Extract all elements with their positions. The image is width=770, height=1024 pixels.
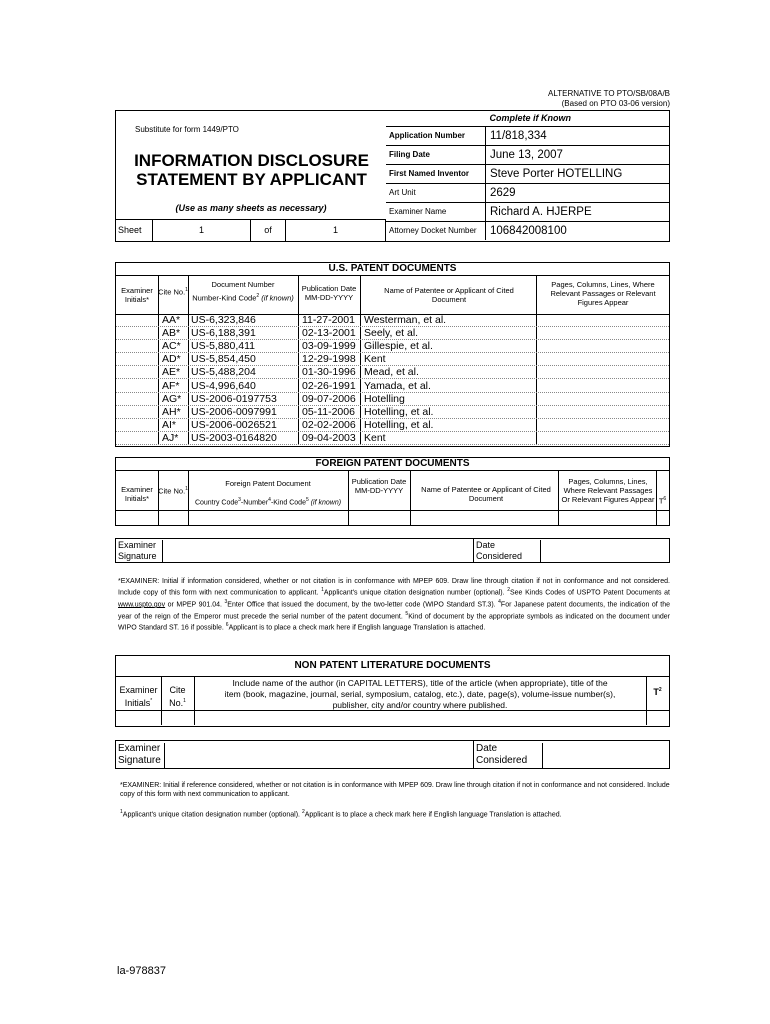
uspto-link[interactable]: www.uspto.gov xyxy=(118,601,166,609)
patentee-cell: Kent xyxy=(364,431,386,444)
substitute-label: Substitute for form 1449/PTO xyxy=(135,125,239,134)
document-number-cell: US-2006-0026521 xyxy=(191,418,277,431)
patentee-cell: Gillespie, et al. xyxy=(364,340,433,353)
signature-box-1 xyxy=(115,538,670,563)
sheet-row xyxy=(116,219,386,241)
npl-col-examiner: Examiner Initials* xyxy=(119,685,158,708)
known-row xyxy=(386,184,669,203)
known-row xyxy=(386,165,669,184)
footer-document-id: la-978837 xyxy=(117,965,166,977)
pub-date-cell: 03-09-1999 xyxy=(302,340,356,353)
known-row-label: Application Number xyxy=(386,127,486,145)
known-row-label: Filing Date xyxy=(386,146,486,164)
us-patent-section xyxy=(115,262,670,447)
examiner-notes-1: *EXAMINER: Initial if information considered, whether or not citation is in conformance with MPEP 609. Draw line through citation if not in conformance and not considered. Include copy of this form with next communication to applicant. $^1$Applicant's unique citation designation number (optional). $^2$See Kinds Codes of USPTO Patent Documents at www.uspto.gov or MPEP 901.04. $^3$Enter Office that issued the document, by the two-letter code (WIPO Standard ST.3). $^4$For Japanese patent documents, the indication of the year of the reign of the Emperor must precede the serial number of the patent document. $^5$Kind of document by the appropriate symbols as indicated on the document under WIPO Standard ST. 16 if possible. $^6$Applicant is to place a check mark here if English language Translation is attached. xyxy=(118,578,670,632)
table-row xyxy=(116,327,669,340)
table-row xyxy=(116,366,669,379)
pub-date-cell: 05-11-2006 xyxy=(302,405,355,418)
pub-date-cell: 11-27-2001 xyxy=(302,314,355,326)
known-row-label: Art Unit xyxy=(386,184,486,202)
known-row-value: June 13, 2007 xyxy=(490,149,563,161)
examiner-notes-2-footnote: $^1$Applicant's unique citation designation number (optional). $^2$Applicant is to place a check mark here if English language Translation is attached. xyxy=(120,808,562,818)
us-col-examiner: Examiner Initials* xyxy=(116,286,159,304)
document-number-cell: US-2006-0197753 xyxy=(191,392,277,405)
cite-cell: AF* xyxy=(162,379,180,392)
table-row xyxy=(116,432,669,445)
document-number-cell: US-5,854,450 xyxy=(191,353,256,366)
table-row xyxy=(116,393,669,406)
us-column-headers xyxy=(116,276,669,315)
patentee-cell: Hotelling, et al. xyxy=(364,418,434,431)
document-number-cell: US-5,880,411 xyxy=(191,340,256,353)
patentee-cell: Yamada, et al. xyxy=(364,379,431,392)
table-row xyxy=(116,406,669,419)
npl-empty-row xyxy=(116,711,669,725)
known-row xyxy=(386,127,669,146)
foreign-col-examiner: Examiner Initials* xyxy=(121,485,153,503)
foreign-col-document: Foreign Patent Document Country Code$^3$-Number$^4$-Kind Code$^5$ (if known) xyxy=(194,479,342,507)
title-line-1: INFORMATION DISCLOSURE xyxy=(134,151,369,170)
known-row xyxy=(386,146,669,165)
foreign-col-cite: Cite No.$^1$ xyxy=(158,486,188,496)
us-col-patentee: Name of Patentee or Applicant of Cited Document xyxy=(384,286,514,304)
known-row-label: Attorney Docket Number xyxy=(386,222,486,240)
sheet-label: Sheet xyxy=(116,220,153,241)
npl-col-cite: Cite No.$^1$ xyxy=(169,685,186,708)
cite-cell: AC* xyxy=(162,340,181,353)
npl-col-t: $T^2$ xyxy=(653,687,662,697)
patentee-cell: Mead, et al. xyxy=(364,366,419,379)
document-number-cell: US-2003-0164820 xyxy=(191,431,277,444)
examiner-signature-field-2[interactable] xyxy=(165,741,474,768)
us-patent-title: U.S. PATENT DOCUMENTS xyxy=(116,263,669,276)
known-row-value: 11/818,334 xyxy=(490,130,547,142)
cite-cell: AI* xyxy=(162,418,177,431)
patentee-cell: Hotelling xyxy=(364,392,405,405)
table-row xyxy=(116,340,669,353)
npl-section xyxy=(115,655,670,727)
cite-cell: AD* xyxy=(162,353,181,366)
table-row xyxy=(116,419,669,432)
examiner-signature-label-2: Examiner Signature xyxy=(118,743,165,768)
pub-date-cell: 02-02-2006 xyxy=(302,418,356,431)
examiner-notes-2-line: *EXAMINER: Initial if reference considered, whether or not citation is in conformance with MPEP 609. Draw line through citation if not in conformance and not considered. Include copy of this form with next communication to applicant. xyxy=(120,782,670,799)
known-row-value: 2629 xyxy=(490,187,516,199)
known-row-value: Steve Porter HOTELLING xyxy=(490,168,623,180)
table-row xyxy=(116,314,669,327)
known-row-label: First Named Inventor xyxy=(386,165,486,183)
complete-if-known-heading: Complete if Known xyxy=(386,111,669,127)
date-considered-label-2: Date Considered xyxy=(476,743,543,768)
cite-cell: AB* xyxy=(162,327,181,340)
complete-if-known xyxy=(386,111,669,241)
signature-box-2 xyxy=(115,740,670,769)
cite-cell: AG* xyxy=(162,392,182,405)
pub-date-cell: 12-29-1998 xyxy=(302,353,356,366)
npl-column-headers xyxy=(116,677,669,711)
examiner-signature-field[interactable] xyxy=(163,539,474,562)
foreign-col-t: $T^6$ xyxy=(658,496,667,506)
cite-cell: AA* xyxy=(162,314,181,326)
us-col-pub-date: Publication Date MM-DD-YYYY xyxy=(301,284,357,302)
patentee-cell: Westerman, et al. xyxy=(364,314,447,326)
foreign-column-headers xyxy=(116,471,669,511)
date-considered-label: Date Considered xyxy=(476,540,541,562)
document-number-cell: US-6,188,391 xyxy=(191,327,256,340)
npl-col-description: Include name of the author (in CAPITAL LETTERS), title of the article (when appropriate), title of the item (book, magazine, journal, serial, symposium, catalog, etc.), date, page(s), volume-issue number(s), publisher, city and/or country where published. xyxy=(224,678,616,710)
sheet-total: 1 xyxy=(332,225,338,235)
document-number-cell: US-5,488,204 xyxy=(191,366,256,379)
sheet-number: 1 xyxy=(153,220,251,241)
pub-date-cell: 02-26-1991 xyxy=(302,379,356,392)
based-on-label: (Based on PTO 03-06 version) xyxy=(561,99,670,108)
cite-cell: AH* xyxy=(162,405,181,418)
patentee-cell: Hotelling, et al. xyxy=(364,405,434,418)
pub-date-cell: 09-04-2003 xyxy=(302,431,356,444)
document-number-cell: US-6,323,846 xyxy=(191,314,256,326)
known-row-value: Richard A. HJERPE xyxy=(490,206,592,218)
foreign-patent-title: FOREIGN PATENT DOCUMENTS xyxy=(116,458,669,471)
pub-date-cell: 01-30-1996 xyxy=(302,366,356,379)
date-considered-field-2[interactable] xyxy=(543,741,669,768)
date-considered-field[interactable] xyxy=(543,539,669,562)
form-header-right xyxy=(548,89,670,109)
foreign-empty-row xyxy=(116,511,669,524)
document-number-cell: US-4,996,640 xyxy=(191,379,256,392)
us-col-document-number: Document Number Number-Kind Code$^2$ (if known) xyxy=(192,280,294,303)
table-row xyxy=(116,380,669,393)
page-title xyxy=(124,151,379,189)
foreign-col-pages: Pages, Columns, Lines, Where Relevant Passages Or Relevant Figures Appear xyxy=(561,477,655,504)
foreign-patent-section xyxy=(115,457,670,526)
pub-date-cell: 02-13-2001 xyxy=(302,327,356,340)
alternative-form-label: ALTERNATIVE TO PTO/SB/08A/B xyxy=(548,89,670,98)
patentee-cell: Seely, et al. xyxy=(364,327,419,340)
cite-cell: AJ* xyxy=(162,431,179,444)
ids-header-box xyxy=(115,110,670,242)
foreign-col-patentee: Name of Patentee or Applicant of Cited Document xyxy=(421,485,551,503)
npl-title: NON PATENT LITERATURE DOCUMENTS xyxy=(116,656,669,677)
use-sheets-note: (Use as many sheets as necessary) xyxy=(175,203,327,213)
foreign-col-pub-date: Publication Date MM-DD-YYYY xyxy=(351,477,407,495)
cite-cell: AE* xyxy=(162,366,181,379)
examiner-signature-label: Examiner Signature xyxy=(118,540,163,562)
title-line-2: STATEMENT BY APPLICANT xyxy=(136,170,367,189)
document-number-cell: US-2006-0097991 xyxy=(191,405,277,418)
known-row-label: Examiner Name xyxy=(386,203,486,221)
us-col-pages: Pages, Columns, Lines, Where Relevant Passages or Relevant Figures Appear xyxy=(550,280,656,307)
pub-date-cell: 09-07-2006 xyxy=(302,392,356,405)
known-row-value: 106842008100 xyxy=(490,225,567,237)
known-row xyxy=(386,222,669,240)
of-label: of xyxy=(251,220,286,241)
us-col-cite: Cite No.$^1$ xyxy=(158,287,188,297)
examiner-notes-2 xyxy=(120,781,670,819)
table-row xyxy=(116,353,669,366)
patentee-cell: Kent xyxy=(364,353,386,366)
known-row xyxy=(386,203,669,222)
